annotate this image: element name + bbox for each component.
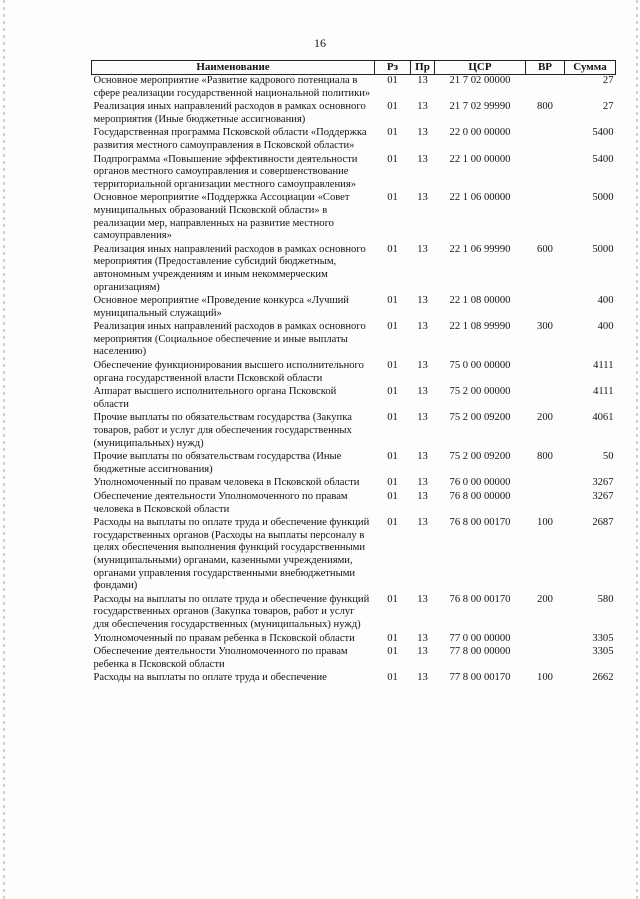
cell-name: Основное мероприятие «Поддержка Ассоциации «Совет муниципальных образований Псковской области» в реализации мер, направленных на развитие местного самоуправления» [93, 192, 350, 242]
cell-csr: 22 1 08 00000 [449, 295, 511, 307]
cell-name: Основное мероприятие «Проведение конкурса «Лучший муниципальный служащий» [93, 295, 349, 319]
cell-rz: 01 [387, 672, 398, 684]
cell-name: Уполномоченный по правам ребенка в Псковской области [93, 632, 355, 644]
cell-rz: 01 [387, 477, 398, 489]
cell-vr: 100 [537, 517, 553, 529]
cell-pr: 13 [417, 386, 428, 398]
cell-sum: 5000 [592, 192, 614, 204]
cell-vr [526, 386, 565, 412]
cell-rz: 01 [387, 192, 398, 204]
cell-name: Реализация иных направлений расходов в рамках основного мероприятия (Предоставление субсидий бюджетным, автономным учреждениям и иным некоммерческим организациям) [93, 243, 366, 293]
table-header-row [92, 61, 616, 75]
table-row [92, 75, 616, 102]
cell-sum: 5400 [592, 153, 614, 165]
cell-name: Подпрограмма «Повышение эффективности деятельности органов местного самоуправления и совершенствование территориальной организации местного самоуправления» [93, 153, 358, 190]
cell-pr: 13 [417, 593, 428, 605]
cell-pr: 13 [417, 672, 428, 684]
cell-csr: 75 2 00 09200 [449, 412, 511, 424]
cell-vr: 800 [537, 101, 553, 113]
cell-vr [526, 127, 565, 153]
table-row [92, 517, 616, 594]
table-row [92, 451, 616, 477]
table-row [92, 594, 616, 633]
table-row [92, 491, 616, 517]
cell-sum: 400 [597, 295, 614, 307]
cell-rz: 01 [387, 491, 398, 502]
cell-sum: 580 [597, 593, 614, 605]
cell-rz: 01 [387, 153, 398, 165]
cell-pr: 13 [417, 295, 428, 307]
cell-sum: 4061 [592, 412, 614, 424]
table-body [92, 75, 616, 686]
cell-rz: 01 [387, 646, 398, 658]
table-row [92, 646, 616, 672]
header-rz: Рз [375, 61, 411, 75]
page-number: 16 [314, 36, 326, 50]
cell-name: Аппарат высшего исполнительного органа Псковской области [93, 386, 337, 410]
cell-pr: 13 [417, 451, 428, 463]
cell-pr: 13 [417, 75, 428, 86]
cell-name: Реализация иных направлений расходов в рамках основного мероприятия (Социальное обеспечение и иные выплаты населению) [93, 321, 366, 358]
cell-sum: 400 [597, 321, 614, 333]
cell-csr: 77 0 00 00000 [449, 632, 511, 644]
table-row [92, 386, 616, 412]
cell-pr: 13 [417, 412, 428, 424]
cell-rz: 01 [387, 360, 398, 372]
cell-name: Государственная программа Псковской области «Поддержка развития местного самоуправления в Псковской области» [93, 127, 367, 151]
cell-sum: 27 [602, 75, 614, 86]
cell-rz: 01 [387, 386, 398, 398]
cell-rz: 01 [387, 632, 398, 644]
cell-sum: 3305 [592, 646, 614, 658]
cell-vr [526, 491, 565, 517]
cell-sum: 4111 [593, 386, 614, 398]
header-name: Наименование [92, 61, 375, 75]
scan-edge-right [636, 0, 638, 899]
cell-pr: 13 [417, 491, 428, 502]
cell-csr: 77 8 00 00000 [449, 646, 511, 658]
cell-vr [526, 646, 565, 672]
budget-table [91, 60, 616, 686]
cell-pr: 13 [417, 127, 428, 139]
cell-csr: 21 7 02 00000 [449, 75, 511, 86]
cell-rz: 01 [387, 75, 398, 86]
cell-vr: 800 [537, 451, 553, 463]
cell-csr: 75 2 00 00000 [449, 386, 511, 398]
cell-name: Расходы на выплаты по оплате труда и обеспечение функций государственных органов (Закупка товаров, работ и услуг для обеспечения государственных (муниципальных) нужд) [93, 593, 370, 630]
cell-pr: 13 [417, 321, 428, 333]
cell-rz: 01 [387, 451, 398, 463]
cell-csr: 76 8 00 00170 [449, 517, 511, 529]
cell-csr: 76 0 00 00000 [449, 477, 511, 489]
cell-vr: 300 [537, 321, 553, 333]
table-row [92, 101, 616, 127]
cell-sum: 2662 [592, 672, 614, 684]
cell-csr: 22 1 06 00000 [449, 192, 511, 204]
cell-vr [526, 154, 565, 193]
table-row [92, 192, 616, 243]
cell-csr: 22 0 00 00000 [449, 127, 511, 139]
header-pr: Пр [411, 61, 435, 75]
cell-name: Уполномоченный по правам человека в Псковской области [93, 477, 360, 489]
cell-name: Обеспечение деятельности Уполномоченного по правам человека в Псковской области [93, 491, 348, 515]
table-row [92, 672, 616, 686]
cell-vr [526, 295, 565, 321]
table-row [92, 321, 616, 360]
table-row [92, 295, 616, 321]
cell-sum: 27 [602, 101, 614, 113]
cell-csr: 76 8 00 00170 [449, 593, 511, 605]
cell-vr [526, 192, 565, 243]
cell-rz: 01 [387, 127, 398, 139]
header-vr: ВР [526, 61, 565, 75]
cell-csr: 21 7 02 99990 [449, 101, 511, 113]
table-row [92, 244, 616, 295]
cell-csr: 75 2 00 09200 [449, 451, 511, 463]
scan-edge-left [3, 0, 5, 899]
cell-pr: 13 [417, 477, 428, 489]
cell-sum: 3267 [592, 477, 614, 489]
cell-name: Основное мероприятие «Развитие кадрового потенциала в сфере реализации государственной национальной политики» [93, 75, 371, 99]
table-row [92, 477, 616, 491]
cell-csr: 77 8 00 00170 [449, 672, 511, 684]
cell-pr: 13 [417, 243, 428, 255]
cell-rz: 01 [387, 412, 398, 424]
cell-rz: 01 [387, 593, 398, 605]
cell-sum: 3305 [592, 632, 614, 644]
cell-sum: 4111 [593, 360, 614, 372]
cell-pr: 13 [417, 517, 428, 529]
cell-name: Реализация иных направлений расходов в рамках основного мероприятия (Иные бюджетные ассигнования) [93, 101, 366, 125]
cell-vr [526, 75, 565, 102]
cell-sum: 2687 [592, 517, 614, 529]
cell-pr: 13 [417, 153, 428, 165]
cell-pr: 13 [417, 192, 428, 204]
cell-vr: 600 [537, 243, 553, 255]
cell-name: Обеспечение функционирования высшего исполнительного органа государственной власти Псковской области [93, 360, 364, 384]
cell-rz: 01 [387, 295, 398, 307]
cell-vr [526, 477, 565, 491]
cell-rz: 01 [387, 243, 398, 255]
cell-vr [526, 360, 565, 386]
cell-pr: 13 [417, 101, 428, 113]
cell-pr: 13 [417, 360, 428, 372]
cell-vr: 200 [537, 593, 553, 605]
cell-vr: 100 [537, 672, 553, 684]
table-row [92, 633, 616, 647]
cell-vr [526, 633, 565, 647]
table-row [92, 154, 616, 193]
cell-rz: 01 [387, 321, 398, 333]
cell-csr: 22 1 00 00000 [449, 153, 511, 165]
table-row [92, 360, 616, 386]
table-row [92, 412, 616, 451]
cell-sum: 3267 [592, 491, 614, 502]
header-sum: Сумма [565, 61, 616, 75]
cell-name: Прочие выплаты по обязательствам государства (Иные бюджетные ассигнования) [93, 451, 342, 475]
cell-rz: 01 [387, 517, 398, 529]
cell-csr: 22 1 06 99990 [449, 243, 511, 255]
cell-csr: 75 0 00 00000 [449, 360, 511, 372]
cell-pr: 13 [417, 646, 428, 658]
cell-sum: 50 [602, 451, 614, 463]
cell-name: Прочие выплаты по обязательствам государства (Закупка товаров, работ и услуг для обеспечения государственных (муниципальных) нужд) [93, 412, 352, 449]
cell-name: Расходы на выплаты по оплате труда и обеспечение [93, 672, 327, 684]
cell-sum: 5400 [592, 127, 614, 139]
cell-name: Обеспечение деятельности Уполномоченного по правам ребенка в Псковской области [93, 646, 348, 670]
cell-vr: 200 [537, 412, 553, 424]
cell-csr: 22 1 08 99990 [449, 321, 511, 333]
table-row [92, 127, 616, 153]
cell-rz: 01 [387, 101, 398, 113]
cell-csr: 76 8 00 00000 [449, 491, 511, 502]
cell-sum: 5000 [592, 243, 614, 255]
cell-pr: 13 [417, 632, 428, 644]
cell-name: Расходы на выплаты по оплате труда и обеспечение функций государственных органов (Расходы на выплаты персоналу в целях обеспечения выполнения функций государственными (муниципальными) органами, казенными учреждениями, органами управления государственными внебюджетными фондами) [93, 517, 370, 592]
header-csr: ЦСР [435, 61, 526, 75]
